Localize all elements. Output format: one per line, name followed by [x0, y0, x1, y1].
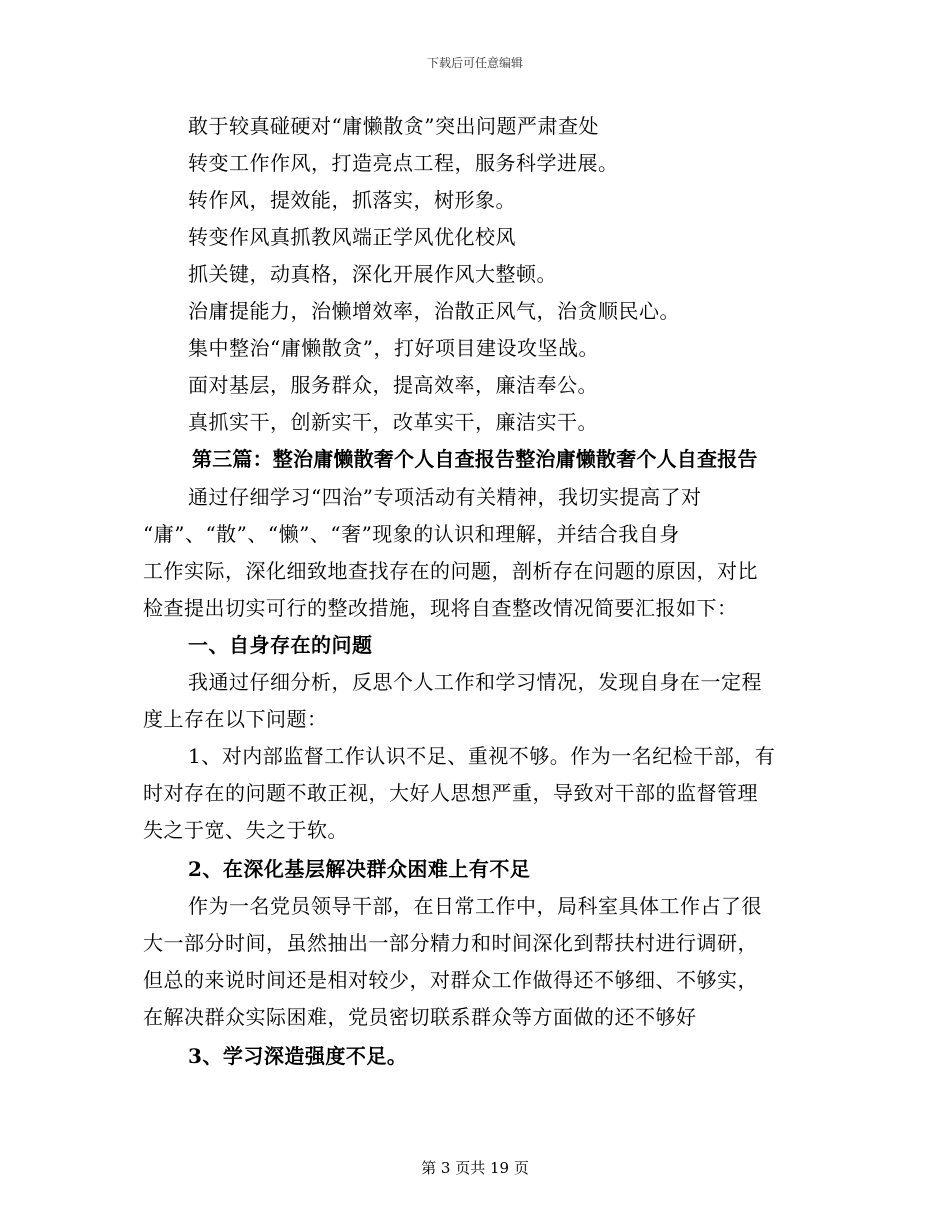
item-1-line: 失之于宽、失之于软。 — [143, 818, 348, 842]
item-2-line: 在解决群众实际困难，党员密切联系群众等方面做的还不够好 — [143, 1005, 697, 1029]
item-2-line: 作为一名党员领导干部，在日常工作中，局科室具体工作占了很 — [188, 894, 762, 918]
intro-line: 工作实际，深化细致地查找存在的问题，剖析存在问题的原因，对比 — [143, 559, 758, 583]
slogan-line: 集中整治“庸懒散贪”，打好项目建设攻坚战。 — [188, 336, 599, 360]
item-2-line: 大一部分时间，虽然抽出一部分精力和时间深化到帮扶村进行调研， — [143, 931, 758, 955]
intro-line: 通过仔细学习“四治”专项活动有关精神，我切实提高了对 — [188, 485, 702, 509]
slogan-line: 治庸提能力，治懒增效率，治散正风气，治贪顺民心。 — [188, 299, 680, 323]
paragraph-line: 我通过仔细分析，反思个人工作和学习情况，发现自身在一定程 — [188, 670, 762, 694]
intro-line: “庸”、“散”、“懒”、“奢”现象的认识和理解，并结合我自身 — [143, 522, 680, 546]
item-1-line: 时对存在的问题不敢正视，大好人思想严重，导致对干部的监督管理 — [143, 781, 758, 805]
item-1-line: 1、对内部监督工作认识不足、重视不够。作为一名纪检干部，有 — [188, 744, 776, 768]
slogan-line: 真抓实干，创新实干，改革实干，廉洁实干。 — [188, 410, 598, 434]
page-header: 下载后可任意编辑 — [426, 56, 523, 70]
slogan-line: 敢于较真碰硬对“庸懒散贪”突出问题严肃查处 — [188, 114, 599, 138]
heading-grassroots: 2、在深化基层解决群众困难上有不足 — [188, 857, 531, 881]
slogan-line: 转作风，提效能，抓落实，树形象。 — [188, 188, 516, 212]
intro-line: 检查提出切实可行的整改措施，现将自查整改情况简要汇报如下： — [143, 596, 738, 620]
item-2-line: 但总的来说时间还是相对较少，对群众工作做得还不够细、不够实， — [143, 968, 758, 992]
heading-problems: 一、自身存在的问题 — [188, 633, 373, 657]
page-footer: 第 3 页共 19 页 — [421, 1159, 529, 1177]
slogan-line: 抓关键，动真格，深化开展作风大整顿。 — [188, 262, 557, 286]
slogan-line: 转变作风真抓教风端正学风优化校风 — [188, 225, 516, 249]
slogan-line: 转变工作作风，打造亮点工程，服务科学进展。 — [188, 151, 619, 175]
section-title: 第三篇：整治庸懒散奢个人自查报告整治庸懒散奢个人自查报告 — [192, 447, 758, 471]
slogan-line: 面对基层，服务群众，提高效率，廉洁奉公。 — [188, 373, 598, 397]
paragraph-line: 度上存在以下问题： — [143, 707, 328, 731]
heading-study: 3、学习深造强度不足。 — [188, 1044, 408, 1068]
